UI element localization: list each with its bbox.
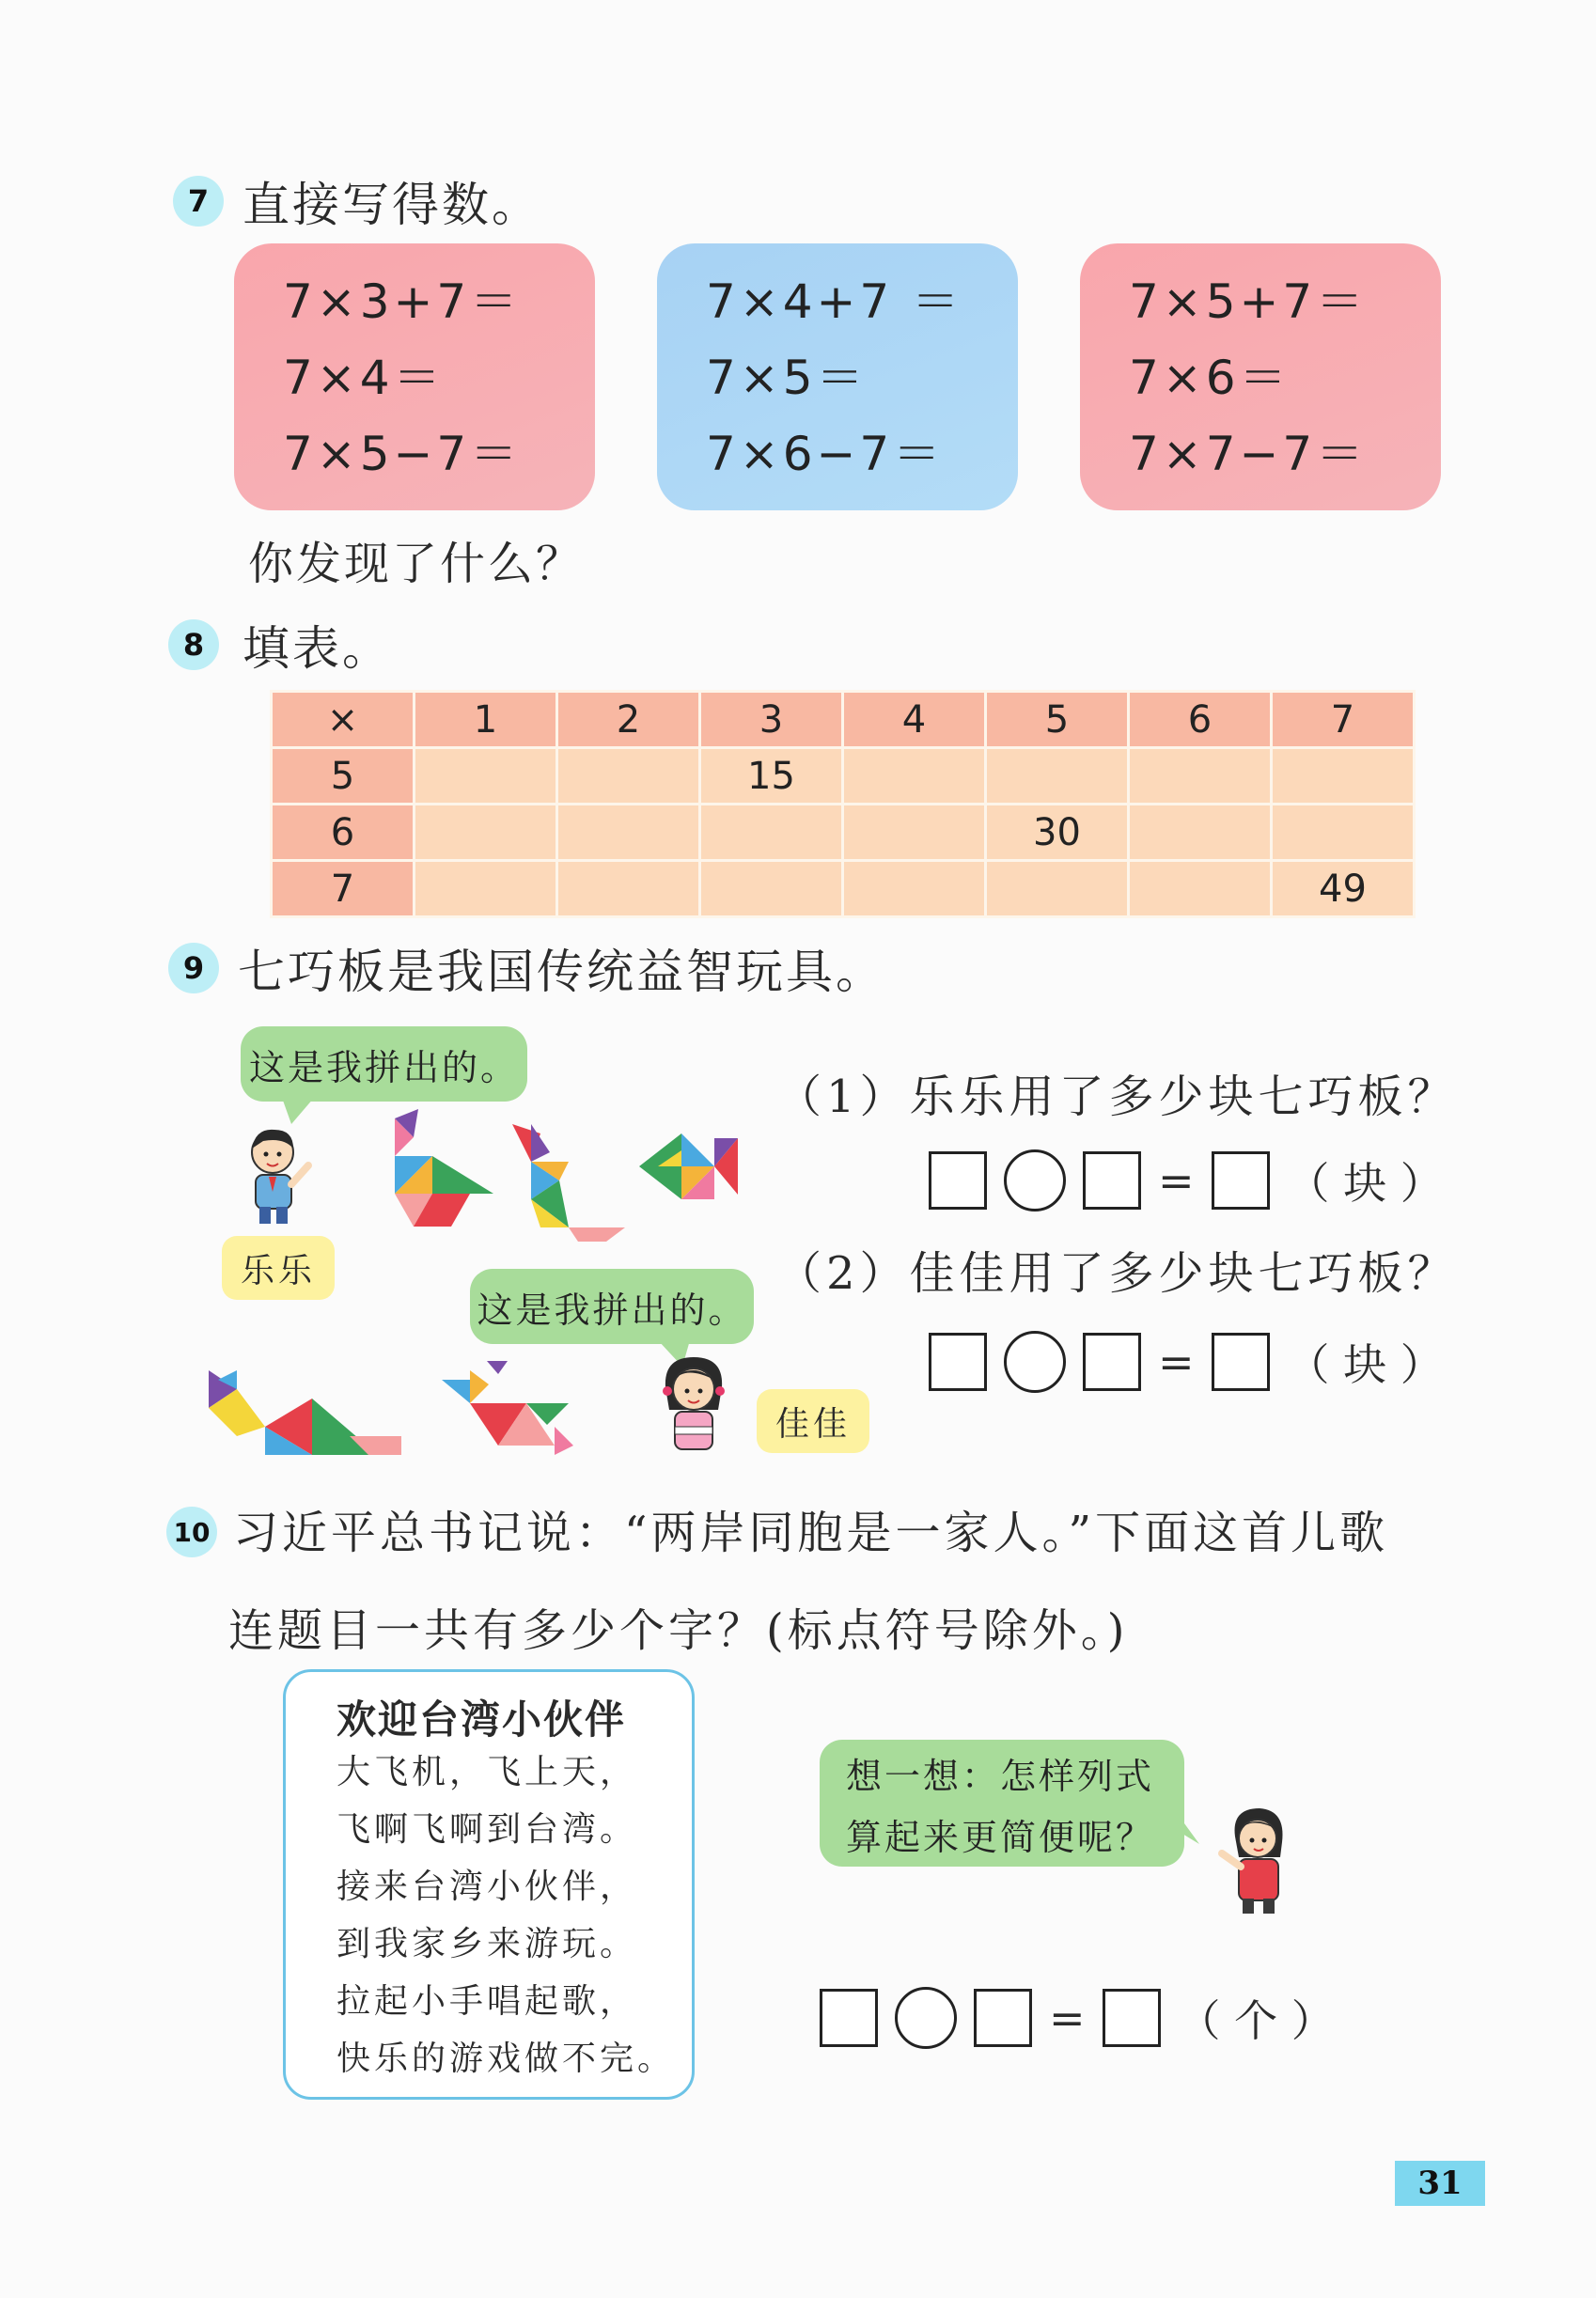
question-7-badge: 7	[173, 176, 224, 227]
poem-line: 到我家乡来游玩。	[336, 1925, 638, 1963]
column-header: 5	[986, 692, 1129, 748]
row-header: 5	[272, 748, 415, 805]
table-cell[interactable]	[700, 861, 843, 917]
question-7-title: 直接写得数。	[243, 178, 541, 232]
answer-box[interactable]	[1212, 1151, 1270, 1210]
unit-label: （ 块 ）	[1286, 1158, 1444, 1209]
row-header: 7	[272, 861, 415, 917]
answer-equation-2	[929, 1331, 1444, 1393]
table-cell[interactable]: 30	[986, 805, 1129, 861]
poem-line: 拉起小手唱起歌，	[336, 1982, 638, 2021]
table-cell[interactable]	[1272, 805, 1415, 861]
table-cell[interactable]	[557, 748, 700, 805]
operator-circle[interactable]	[895, 1987, 957, 2049]
expression: 7×3+7＝	[283, 274, 522, 329]
question-10-line-1: 习近平总书记说：“两岸同胞是一家人。”下面这首儿歌	[233, 1507, 1389, 1559]
operator-circle[interactable]	[1004, 1331, 1066, 1393]
expression: 7×6−7＝	[706, 427, 945, 481]
hint-line-2: 算起来更简便呢？	[846, 1816, 1155, 1858]
table-cell[interactable]	[415, 748, 557, 805]
tangram-bird-icon	[376, 1109, 498, 1231]
answer-box[interactable]	[1083, 1151, 1141, 1210]
table-header-row	[272, 692, 1415, 748]
poem-line: 大飞机，飞上天，	[336, 1753, 638, 1791]
column-header: 6	[1129, 692, 1272, 748]
table-cell[interactable]	[843, 805, 986, 861]
equals-sign: =	[1158, 1337, 1195, 1387]
table-cell[interactable]	[843, 748, 986, 805]
column-header: 3	[700, 692, 843, 748]
multiplication-table	[270, 690, 1416, 918]
answer-equation-1	[929, 1149, 1444, 1212]
question-9-title: 七巧板是我国传统益智玩具。	[238, 945, 885, 999]
page-number: 31	[1395, 2161, 1485, 2206]
operator-circle[interactable]	[1004, 1149, 1066, 1212]
answer-box[interactable]	[929, 1151, 987, 1210]
expression: 7×4＝	[283, 351, 445, 405]
name-tag-lele: 乐乐	[222, 1236, 335, 1300]
question-8-badge: 8	[168, 619, 219, 670]
table-row	[272, 748, 1415, 805]
question-9-badge: 9	[168, 943, 219, 993]
table-cell[interactable]	[415, 861, 557, 917]
boy-lele-icon	[235, 1124, 320, 1227]
bubble-tail-icon	[1166, 1823, 1203, 1852]
tangram-duck-icon	[512, 1124, 630, 1242]
table-cell[interactable]	[557, 805, 700, 861]
table-cell[interactable]: 15	[700, 748, 843, 805]
sub-question-1: （1）乐乐用了多少块七巧板？	[776, 1071, 1458, 1123]
question-8-title: 填表。	[243, 621, 392, 676]
expression: 7×5−7＝	[283, 427, 522, 481]
answer-box[interactable]	[1212, 1333, 1270, 1391]
expression-card-1	[234, 243, 595, 510]
table-row	[272, 805, 1415, 861]
table-cell[interactable]	[700, 805, 843, 861]
tangram-cat-icon	[209, 1370, 406, 1464]
answer-box[interactable]	[820, 1989, 878, 2047]
table-cell[interactable]	[1129, 805, 1272, 861]
bubble-tail-icon	[282, 1098, 320, 1126]
table-cell[interactable]	[1129, 748, 1272, 805]
answer-box[interactable]	[1083, 1333, 1141, 1391]
table-cell[interactable]	[415, 805, 557, 861]
table-row	[272, 861, 1415, 917]
expression: 7×7−7＝	[1129, 427, 1368, 481]
column-header: 1	[415, 692, 557, 748]
poem-line: 快乐的游戏做不完。	[336, 2040, 676, 2078]
name-tag-jiajia: 佳佳	[757, 1389, 869, 1453]
table-cell[interactable]	[986, 861, 1129, 917]
hint-line-1: 想一想：怎样列式	[846, 1755, 1155, 1797]
column-header: 4	[843, 692, 986, 748]
table-cell[interactable]	[986, 748, 1129, 805]
table-cell[interactable]	[557, 861, 700, 917]
question-10-badge: 10	[166, 1507, 217, 1557]
equals-sign: =	[1158, 1155, 1195, 1206]
table-cell[interactable]	[1129, 861, 1272, 917]
tangram-fish-icon	[639, 1124, 743, 1218]
expression: 7×5+7＝	[1129, 274, 1368, 329]
column-header: 7	[1272, 692, 1415, 748]
poem-title: 欢迎台湾小伙伴	[336, 1696, 627, 1743]
sub-question-2: （2）佳佳用了多少块七巧板？	[776, 1247, 1458, 1300]
expression-card-2	[657, 243, 1018, 510]
unit-label: （ 块 ）	[1286, 1339, 1444, 1390]
poem-line: 接来台湾小伙伴，	[336, 1868, 638, 1906]
table-cell[interactable]	[843, 861, 986, 917]
hint-bubble	[820, 1740, 1184, 1867]
answer-box[interactable]	[1103, 1989, 1161, 2047]
girl-jiajia-icon	[656, 1353, 731, 1457]
speech-bubble-lele: 这是我拼出的。	[241, 1026, 527, 1102]
column-header: 2	[557, 692, 700, 748]
poem-card	[283, 1669, 695, 2100]
girl-thinking-icon	[1213, 1805, 1297, 1917]
row-header: 6	[272, 805, 415, 861]
answer-box[interactable]	[929, 1333, 987, 1391]
equals-sign: =	[1049, 1993, 1086, 2043]
expression-card-3	[1080, 243, 1441, 510]
question-10-line-2: 连题目一共有多少个字？(标点符号除外。)	[228, 1604, 1129, 1657]
poem-line: 飞啊飞啊到台湾。	[336, 1810, 638, 1849]
answer-box[interactable]	[974, 1989, 1032, 2047]
expression: 7×6＝	[1129, 351, 1291, 405]
speech-bubble-jiajia: 这是我拼出的。	[470, 1269, 754, 1344]
unit-label: （ 个 ）	[1177, 1995, 1335, 2046]
expression: 7×4+7 ＝	[706, 274, 963, 329]
table-cell[interactable]: 49	[1272, 861, 1415, 917]
table-corner: ×	[272, 692, 415, 748]
answer-equation-3	[820, 1987, 1335, 2049]
tangram-animal-icon	[442, 1361, 583, 1464]
table-cell[interactable]	[1272, 748, 1415, 805]
expression: 7×5＝	[706, 351, 868, 405]
question-7-followup: 你发现了什么？	[248, 538, 585, 590]
